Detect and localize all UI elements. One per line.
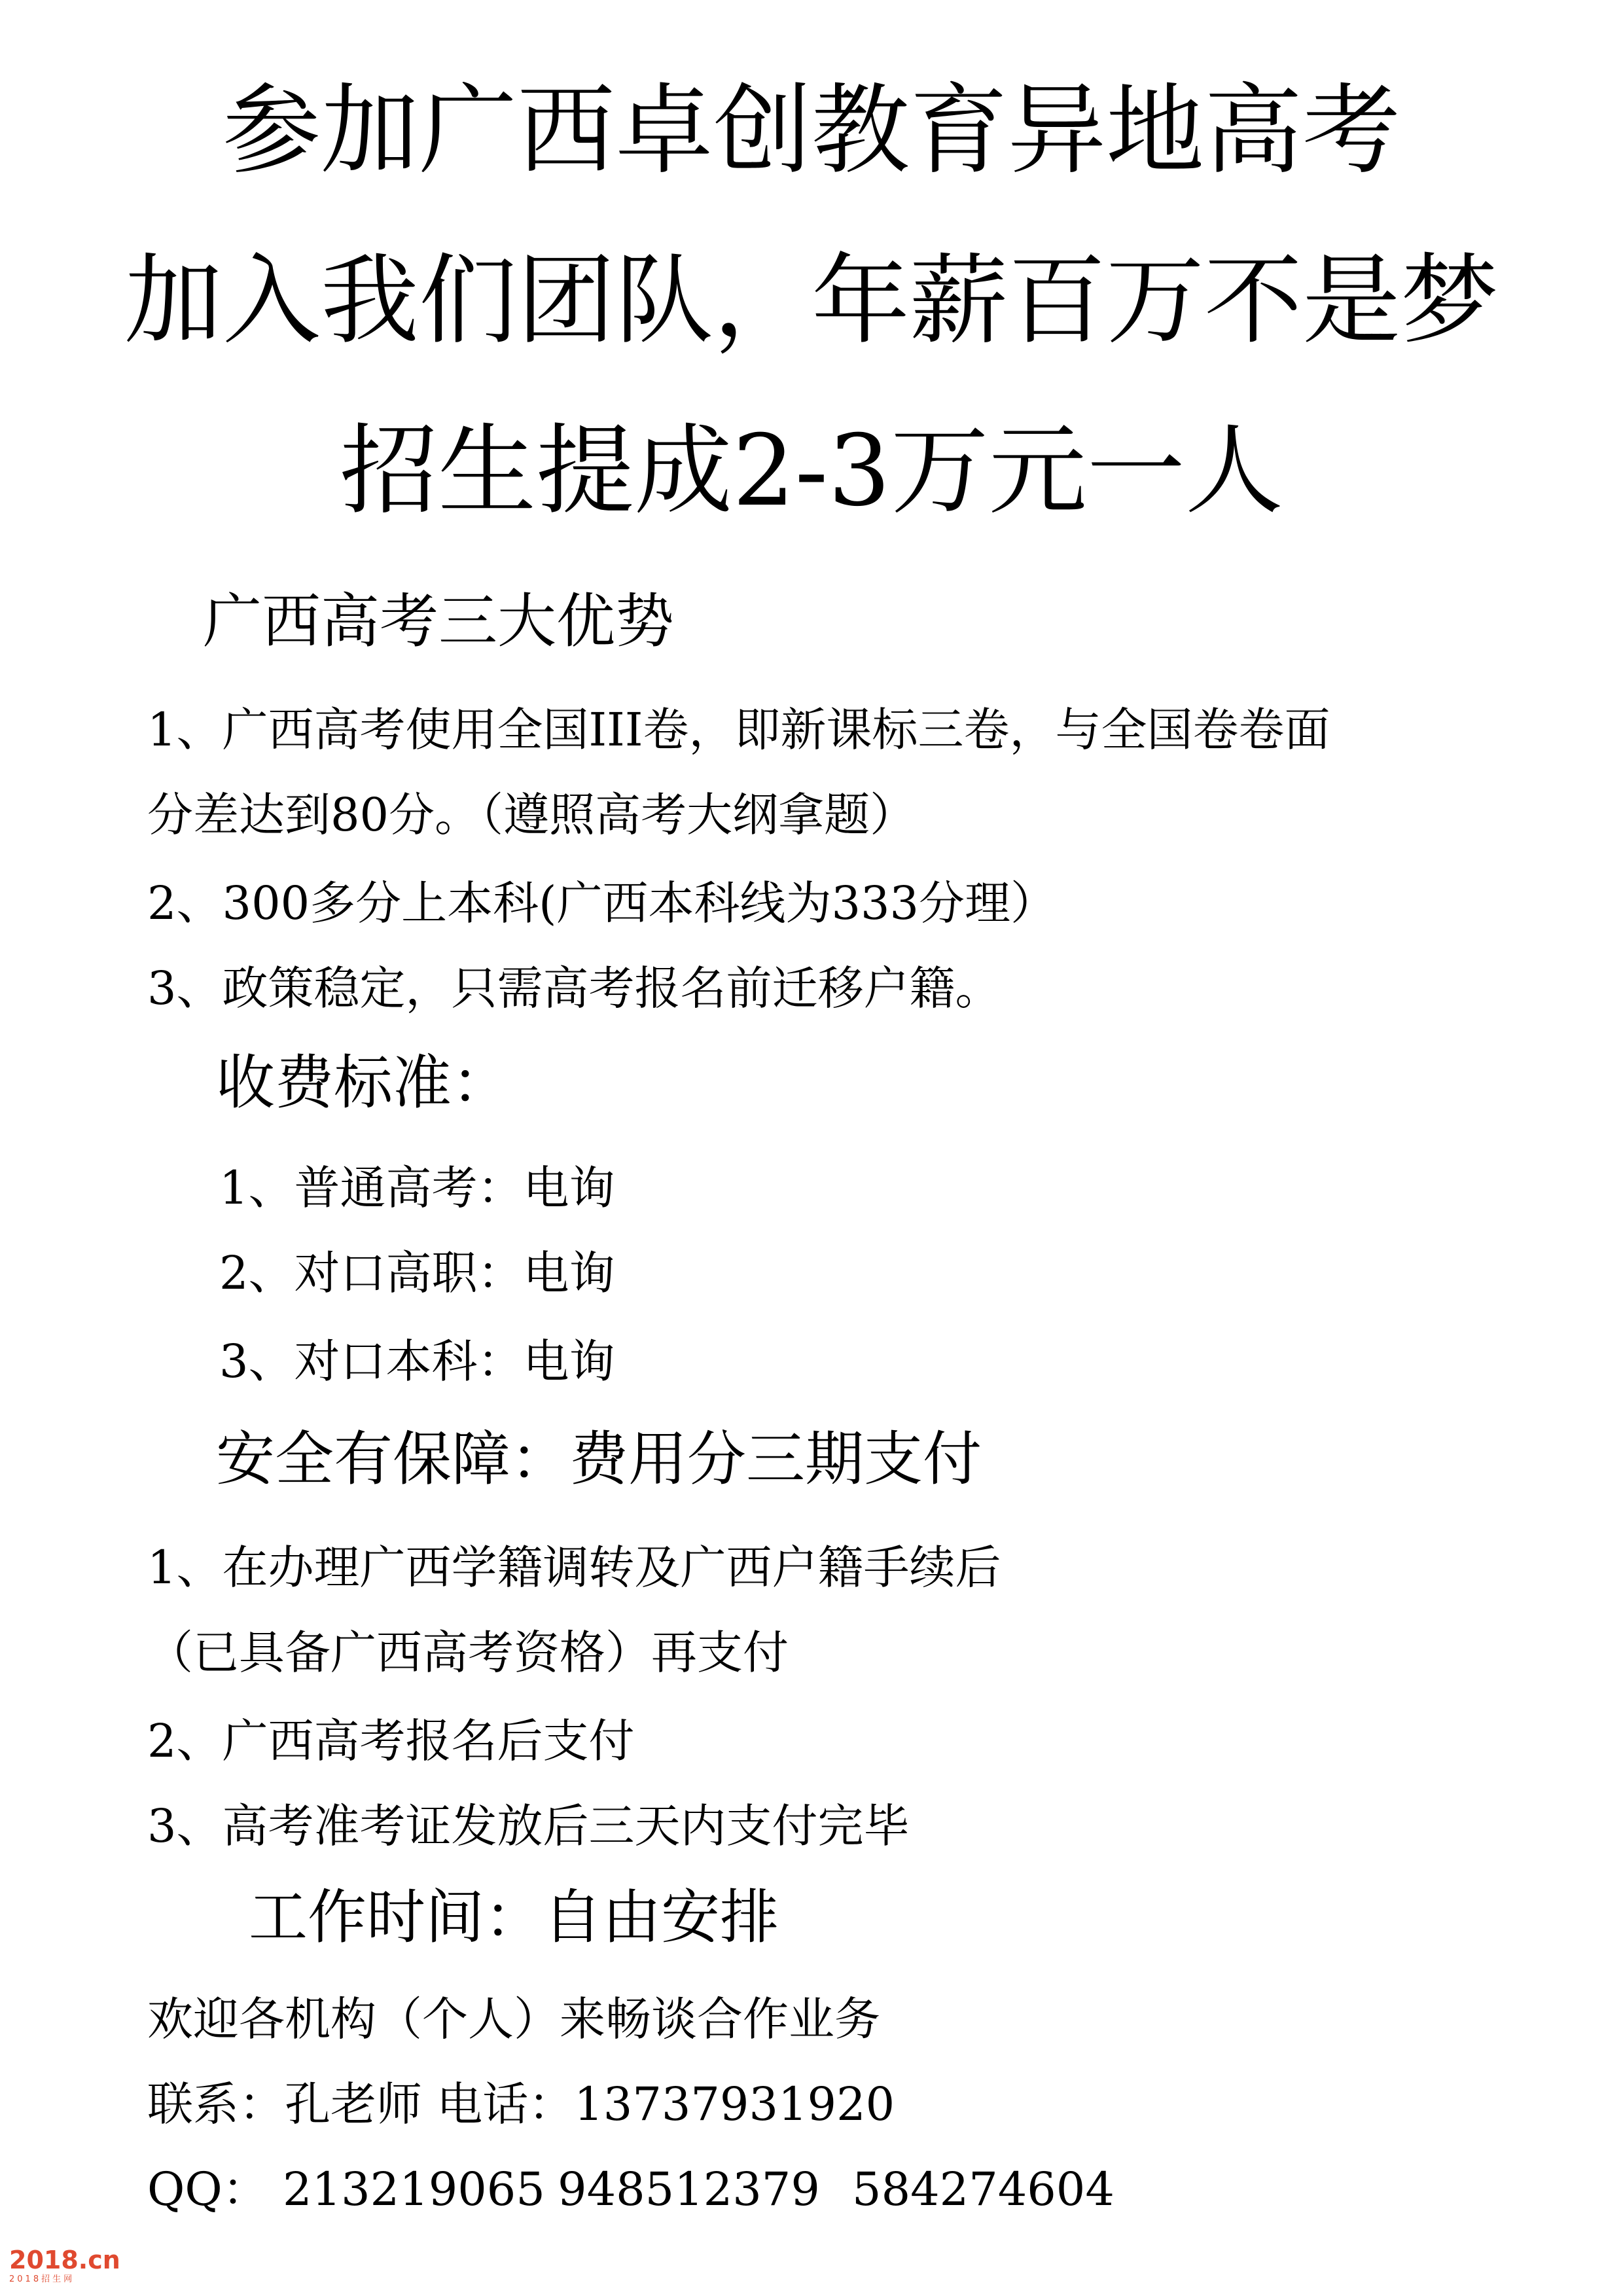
payment-item-2: 2、广西高考报名后支付 <box>147 1714 635 1768</box>
fee-item-1: 1、普通高考：电询 <box>219 1161 615 1215</box>
advantage-item-1-line-1: 1、广西高考使用全国III卷，即新课标三卷，与全国卷卷面 <box>147 703 1330 757</box>
watermark-sub-text: 2018招生网 <box>9 2274 75 2284</box>
qq-label: QQ： <box>147 2162 268 2216</box>
qq-number-2: 948512379 <box>558 2162 820 2216</box>
headline-line-3: 招生提成2-3万元一人 <box>340 414 1283 528</box>
advantage-item-2: 2、300多分上本科(广西本科线为333分理） <box>147 876 1057 930</box>
welcome-text: 欢迎各机构（个人）来畅谈合作业务 <box>147 1992 880 2046</box>
qq-line <box>147 2162 1115 2216</box>
payment-item-1-line-1: 1、在办理广西学籍调转及广西户籍手续后 <box>147 1541 1001 1594</box>
fees-heading: 收费标准： <box>216 1049 510 1117</box>
headline-line-1: 参加广西卓创教育异地高考 <box>222 74 1400 188</box>
work-time-heading: 工作时间：自由安排 <box>249 1883 779 1952</box>
payment-item-1-line-2: （已具备广西高考资格）再支付 <box>147 1626 789 1679</box>
headline-line-2: 加入我们团队，年薪百万不是梦 <box>124 244 1499 358</box>
fee-item-2: 2、对口高职：电询 <box>219 1246 615 1300</box>
qq-number-1: 213219065 <box>283 2162 545 2216</box>
qq-number-3: 584274604 <box>852 2162 1115 2216</box>
contact-line: 联系：孔老师 电话：13737931920 <box>147 2077 895 2131</box>
advantage-item-1-line-2: 分差达到80分。（遵照高考大纲拿题） <box>147 788 916 842</box>
payment-item-3: 3、高考准考证发放后三天内支付完毕 <box>147 1799 910 1853</box>
advantage-item-3: 3、政策稳定，只需高考报名前迁移户籍。 <box>147 961 1001 1015</box>
payment-heading: 安全有保障：费用分三期支付 <box>216 1425 982 1494</box>
fee-item-3: 3、对口本科：电询 <box>219 1335 615 1388</box>
advantages-heading: 广西高考三大优势 <box>203 587 674 656</box>
watermark-logo <box>9 2248 127 2287</box>
watermark-main-text: 2018.cn <box>9 2246 120 2274</box>
